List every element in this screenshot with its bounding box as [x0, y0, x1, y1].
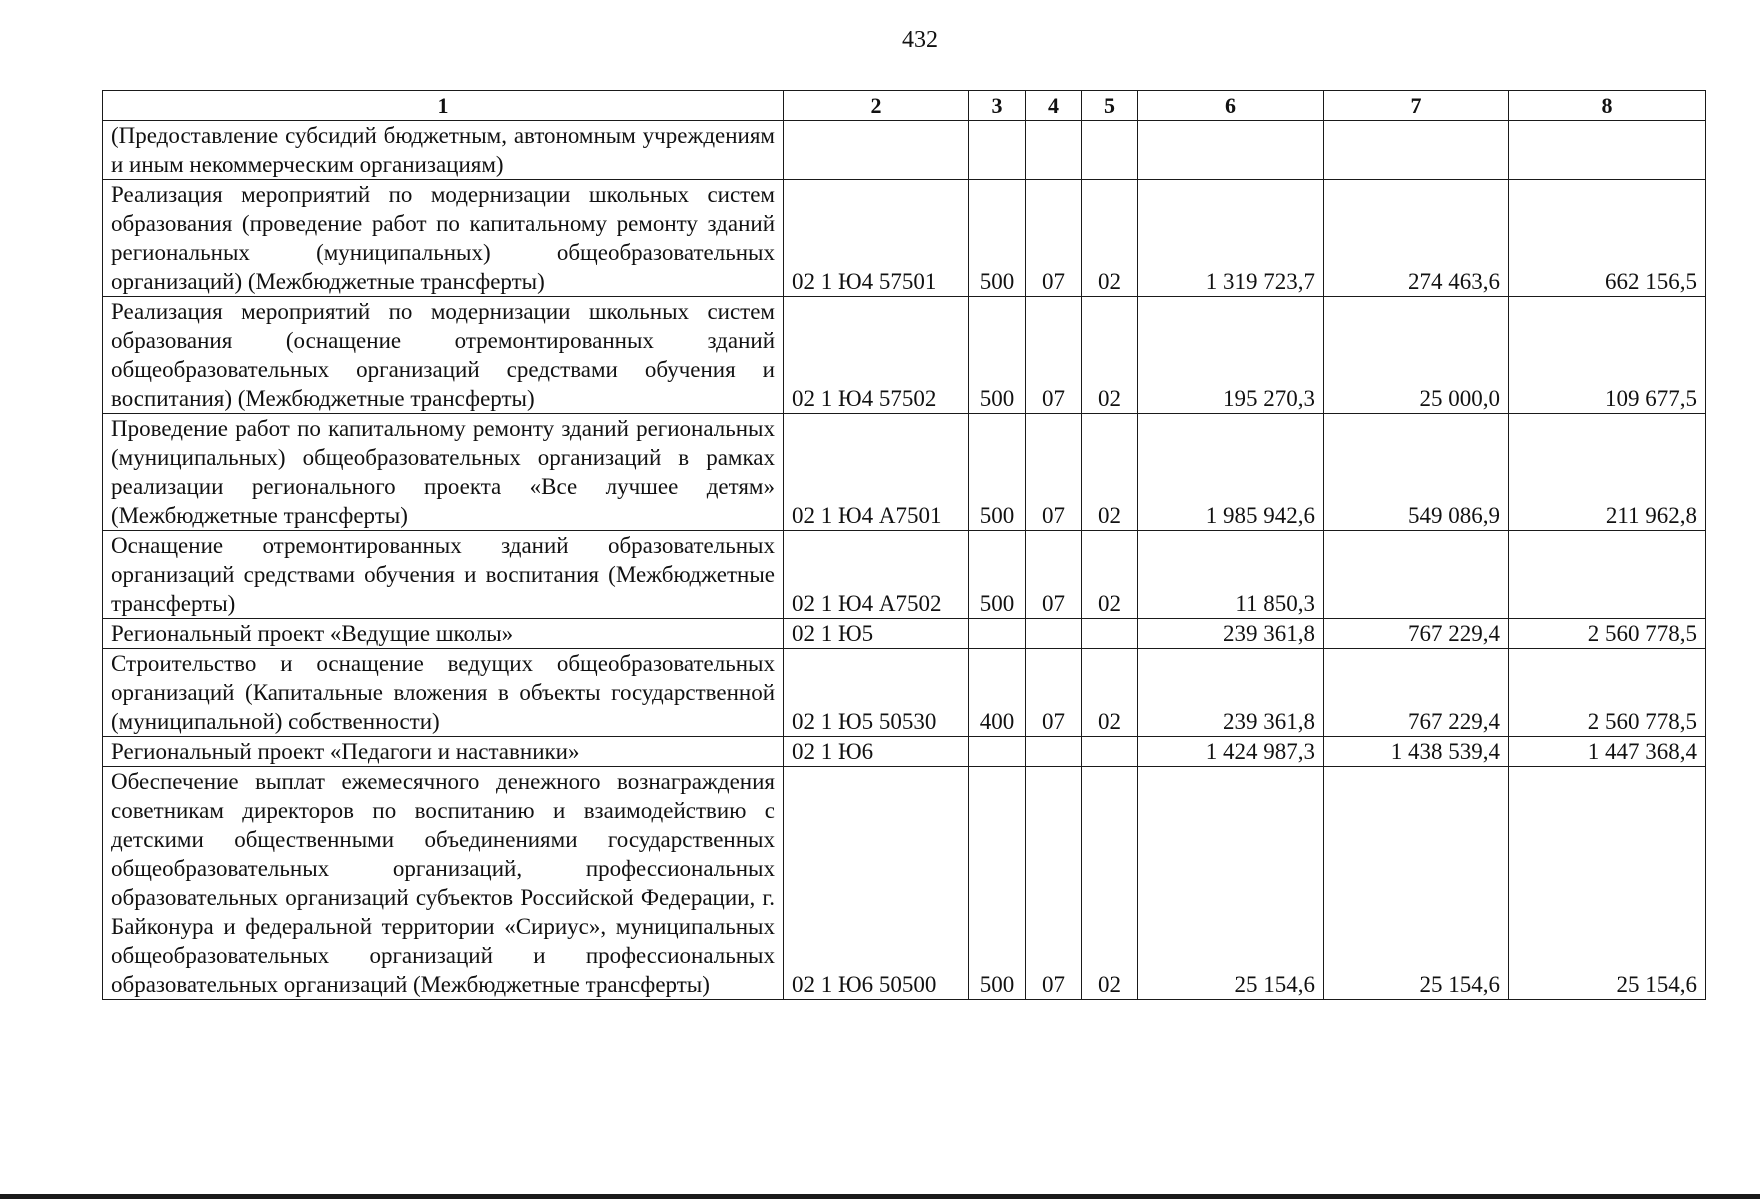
row-name: Строительство и оснащение ведущих общеобразовательных организаций (Капитальные вложения в объекты государственной (муниципальной) собственности) — [103, 649, 784, 737]
row-code: 02 1 Ю4 А7502 — [784, 531, 969, 619]
table-row — [103, 297, 1706, 414]
row-col-4: 07 — [1026, 649, 1082, 737]
table-row — [103, 767, 1706, 1000]
table-row — [103, 737, 1706, 767]
table-row — [103, 414, 1706, 531]
row-col-4: 07 — [1026, 767, 1082, 1000]
row-name: Проведение работ по капитальному ремонту зданий региональных (муниципальных) общеобразовательных организаций в рамках реализации регионального проекта «Все лучшее детям» (Межбюджетные трансферты) — [103, 414, 784, 531]
row-value-7 — [1324, 531, 1509, 619]
row-col-5: 02 — [1082, 297, 1138, 414]
row-col-4 — [1026, 121, 1082, 180]
row-col-5: 02 — [1082, 649, 1138, 737]
row-col-3 — [969, 121, 1026, 180]
row-col-3: 500 — [969, 180, 1026, 297]
row-value-6: 195 270,3 — [1138, 297, 1324, 414]
header-col-2: 2 — [784, 91, 969, 121]
header-col-6: 6 — [1138, 91, 1324, 121]
header-col-5: 5 — [1082, 91, 1138, 121]
row-value-6: 239 361,8 — [1138, 649, 1324, 737]
row-col-3: 500 — [969, 297, 1026, 414]
row-value-7 — [1324, 121, 1509, 180]
row-value-7: 1 438 539,4 — [1324, 737, 1509, 767]
row-value-8 — [1509, 531, 1706, 619]
header-col-7: 7 — [1324, 91, 1509, 121]
row-value-7: 767 229,4 — [1324, 649, 1509, 737]
header-row — [103, 91, 1706, 121]
row-code: 02 1 Ю5 50530 — [784, 649, 969, 737]
row-code: 02 1 Ю4 57502 — [784, 297, 969, 414]
row-value-8: 109 677,5 — [1509, 297, 1706, 414]
row-value-8: 25 154,6 — [1509, 767, 1706, 1000]
header-col-1: 1 — [103, 91, 784, 121]
row-code: 02 1 Ю5 — [784, 619, 969, 649]
row-code: 02 1 Ю6 50500 — [784, 767, 969, 1000]
row-value-6: 1 424 987,3 — [1138, 737, 1324, 767]
row-col-5: 02 — [1082, 531, 1138, 619]
row-col-3: 500 — [969, 767, 1026, 1000]
row-value-8: 2 560 778,5 — [1509, 619, 1706, 649]
row-col-4: 07 — [1026, 180, 1082, 297]
row-code: 02 1 Ю4 57501 — [784, 180, 969, 297]
header-col-4: 4 — [1026, 91, 1082, 121]
row-col-5 — [1082, 737, 1138, 767]
row-value-6: 1 985 942,6 — [1138, 414, 1324, 531]
row-col-3: 400 — [969, 649, 1026, 737]
table-row — [103, 121, 1706, 180]
row-value-6: 239 361,8 — [1138, 619, 1324, 649]
row-col-3 — [969, 619, 1026, 649]
row-name: Региональный проект «Педагоги и наставники» — [103, 737, 784, 767]
row-name: Обеспечение выплат ежемесячного денежного вознаграждения советникам директоров по воспитанию и взаимодействию с детскими общественными объединениями государственных общеобразовательных организаций, профессиональных образовательных организаций субъектов Российской Федерации, г. Байконура и федеральной территории «Сириус», муниципальных общеобразовательных организаций и профессиональных образовательных организаций (Межбюджетные трансферты) — [103, 767, 784, 1000]
row-code: 02 1 Ю4 А7501 — [784, 414, 969, 531]
row-name: Региональный проект «Ведущие школы» — [103, 619, 784, 649]
row-col-5 — [1082, 121, 1138, 180]
header-col-3: 3 — [969, 91, 1026, 121]
row-col-3 — [969, 737, 1026, 767]
row-col-3: 500 — [969, 531, 1026, 619]
row-value-8: 211 962,8 — [1509, 414, 1706, 531]
row-col-4 — [1026, 737, 1082, 767]
row-code — [784, 121, 969, 180]
row-value-8 — [1509, 121, 1706, 180]
row-col-5: 02 — [1082, 414, 1138, 531]
row-value-8: 662 156,5 — [1509, 180, 1706, 297]
budget-table — [102, 90, 1706, 1000]
row-value-8: 1 447 368,4 — [1509, 737, 1706, 767]
table-row — [103, 649, 1706, 737]
table-row — [103, 619, 1706, 649]
row-name: Оснащение отремонтированных зданий образовательных организаций средствами обучения и воспитания (Межбюджетные трансферты) — [103, 531, 784, 619]
table-row — [103, 531, 1706, 619]
row-name: Реализация мероприятий по модернизации школьных систем образования (проведение работ по капитальному ремонту зданий региональных (муниципальных) общеобразовательных организаций) (Межбюджетные трансферты) — [103, 180, 784, 297]
row-value-6: 1 319 723,7 — [1138, 180, 1324, 297]
row-col-5: 02 — [1082, 767, 1138, 1000]
row-value-7: 25 154,6 — [1324, 767, 1509, 1000]
page-bottom-rule — [0, 1194, 1760, 1199]
row-value-6: 11 850,3 — [1138, 531, 1324, 619]
row-value-7: 25 000,0 — [1324, 297, 1509, 414]
row-col-4: 07 — [1026, 531, 1082, 619]
row-name: Реализация мероприятий по модернизации школьных систем образования (оснащение отремонтированных зданий общеобразовательных организаций средствами обучения и воспитания) (Межбюджетные трансферты) — [103, 297, 784, 414]
row-col-5: 02 — [1082, 180, 1138, 297]
row-col-4 — [1026, 619, 1082, 649]
row-value-7: 549 086,9 — [1324, 414, 1509, 531]
row-value-8: 2 560 778,5 — [1509, 649, 1706, 737]
page-number: 432 — [902, 27, 938, 53]
row-col-4: 07 — [1026, 414, 1082, 531]
row-col-5 — [1082, 619, 1138, 649]
row-value-7: 274 463,6 — [1324, 180, 1509, 297]
row-name: (Предоставление субсидий бюджетным, автономным учреждениям и иным некоммерческим организациям) — [103, 121, 784, 180]
row-value-6: 25 154,6 — [1138, 767, 1324, 1000]
row-value-6 — [1138, 121, 1324, 180]
row-value-7: 767 229,4 — [1324, 619, 1509, 649]
row-code: 02 1 Ю6 — [784, 737, 969, 767]
row-col-3: 500 — [969, 414, 1026, 531]
table-row — [103, 180, 1706, 297]
header-col-8: 8 — [1509, 91, 1706, 121]
row-col-4: 07 — [1026, 297, 1082, 414]
